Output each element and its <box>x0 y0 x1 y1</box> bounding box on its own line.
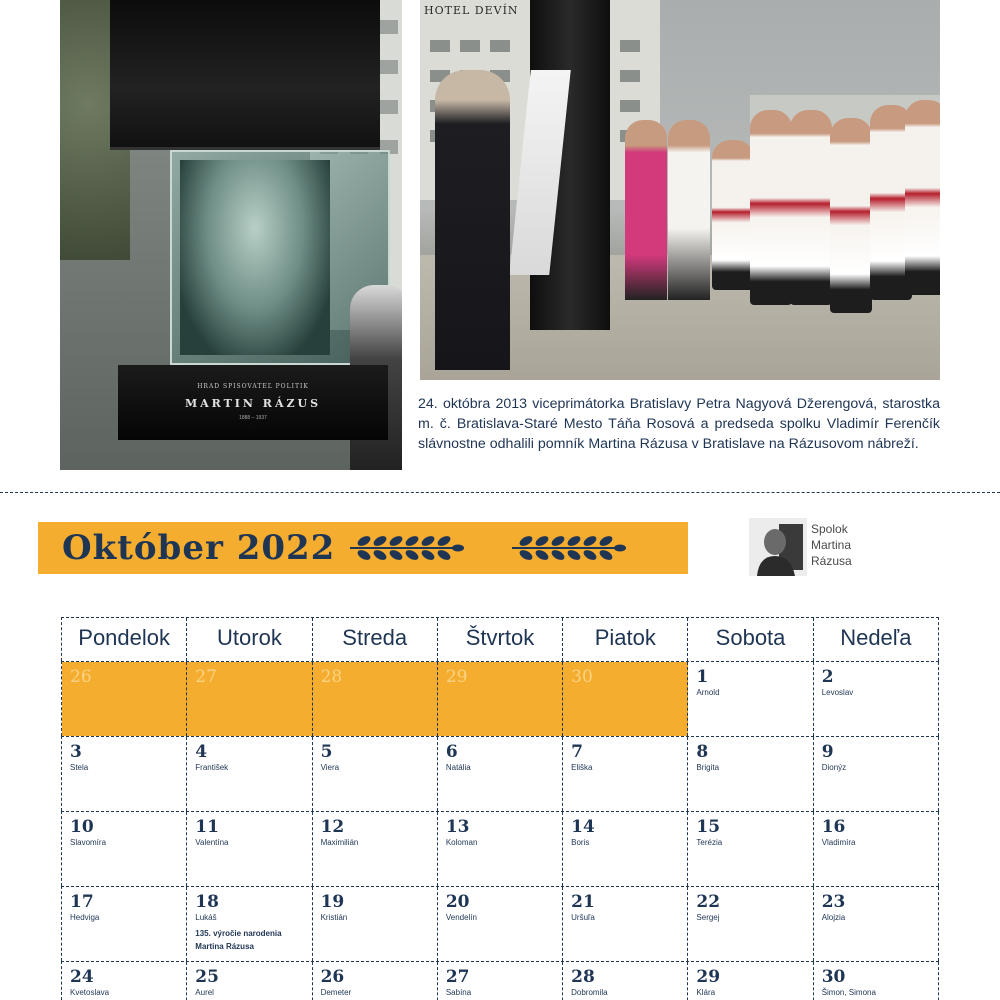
weekday-label: Sobota <box>688 618 813 661</box>
calendar-day <box>563 812 688 886</box>
calendar-week-row <box>61 661 939 736</box>
person <box>905 100 940 295</box>
day-number: 26 <box>320 967 345 987</box>
person <box>790 110 832 305</box>
weekday-label: Štvrtok <box>438 618 563 661</box>
calendar-grid <box>61 617 939 1000</box>
name-day: Stela <box>70 763 89 772</box>
calendar-day <box>62 812 187 886</box>
logo-line: Martina <box>811 538 852 552</box>
day-number: 12 <box>320 817 345 837</box>
calendar-body <box>61 661 939 1000</box>
day-number: 29 <box>445 667 468 687</box>
day-number: 27 <box>195 667 217 687</box>
weekday-label: Utorok <box>187 618 312 661</box>
name-day: Aurel <box>195 988 214 997</box>
name-day: Sergej <box>696 913 720 922</box>
name-day: Demeter <box>320 988 352 997</box>
calendar-week-row <box>61 961 939 1000</box>
name-day: Levoslav <box>821 688 854 697</box>
calendar-day-previous-month <box>438 662 563 736</box>
name-day: Sabína <box>445 988 472 997</box>
weekday-label: Streda <box>313 618 438 661</box>
day-number: 4 <box>195 742 208 762</box>
name-day: Alojzia <box>821 913 846 922</box>
day-number: 11 <box>195 817 219 837</box>
calendar-day <box>438 962 563 1000</box>
day-number: 18 <box>195 892 219 912</box>
name-day: Arnold <box>696 688 720 697</box>
wheat-ornament-icon <box>508 530 628 566</box>
day-number: 22 <box>696 892 721 912</box>
name-day: Koloman <box>445 838 478 847</box>
calendar-day-previous-month <box>563 662 688 736</box>
calendar-day <box>62 887 187 961</box>
calendar-day <box>688 962 813 1000</box>
society-logo <box>749 518 879 576</box>
logo-text <box>811 521 852 569</box>
person <box>435 70 510 370</box>
hotel-sign: HOTEL DEVÍN <box>424 4 519 17</box>
name-day: Vendelín <box>445 913 477 922</box>
name-day: Lukáš <box>195 913 217 922</box>
day-number: 15 <box>696 817 721 837</box>
day-number: 24 <box>70 967 94 987</box>
calendar-week-row <box>61 736 939 811</box>
person <box>668 120 710 300</box>
name-day: František <box>195 763 229 772</box>
calendar-day-previous-month <box>62 662 187 736</box>
day-number: 5 <box>320 742 333 762</box>
name-day: Valentína <box>195 838 229 847</box>
calendar-day <box>438 812 563 886</box>
calendar-day <box>814 662 939 736</box>
calendar-day <box>438 737 563 811</box>
calendar-day-previous-month <box>313 662 438 736</box>
calendar-day <box>814 962 939 1000</box>
calendar-day <box>814 812 939 886</box>
plaque-years: 1888 – 1937 <box>239 415 267 421</box>
calendar-day <box>187 812 312 886</box>
anniversary-note-line: 135. výročie narodenia <box>195 929 282 938</box>
name-day: Dionýz <box>821 763 847 772</box>
name-day: Slavomíra <box>70 838 107 847</box>
name-day: Maximilián <box>320 838 359 847</box>
day-number: 29 <box>696 967 721 987</box>
name-day: Kvetoslava <box>70 988 110 997</box>
anniversary-note <box>195 927 303 953</box>
calendar-day <box>313 962 438 1000</box>
day-number: 21 <box>571 892 595 912</box>
photo-monument-closeup <box>60 0 402 470</box>
calendar-day <box>313 812 438 886</box>
calendar-day <box>688 887 813 961</box>
logo-line: Spolok <box>811 522 848 536</box>
monument-stone <box>110 0 380 150</box>
calendar-day <box>563 887 688 961</box>
person <box>750 110 792 305</box>
calendar-week-row <box>61 886 939 961</box>
calendar-day <box>187 737 312 811</box>
name-day: Terézia <box>696 838 723 847</box>
name-day: Šimon, Simona <box>821 988 876 997</box>
day-number: 30 <box>821 967 846 987</box>
weekday-label: Nedeľa <box>840 625 912 650</box>
day-number: 9 <box>821 742 834 762</box>
day-number: 25 <box>195 967 219 987</box>
day-number: 6 <box>445 742 458 762</box>
day-number: 14 <box>571 817 595 837</box>
calendar-day <box>688 737 813 811</box>
day-number: 20 <box>445 892 470 912</box>
calendar-day-previous-month <box>187 662 312 736</box>
photo-unveiling-ceremony <box>420 0 940 380</box>
day-number: 16 <box>821 817 846 837</box>
calendar-week-row <box>61 811 939 886</box>
day-number: 28 <box>320 667 343 687</box>
plaque-name: MARTIN RÁZUS <box>184 397 322 410</box>
day-number: 30 <box>571 667 593 687</box>
name-day: Natália <box>445 763 471 772</box>
logo-line: Rázusa <box>811 554 852 568</box>
calendar-day <box>563 962 688 1000</box>
day-number: 19 <box>320 892 345 912</box>
day-number: 26 <box>70 667 92 687</box>
photo-caption: 24. októbra 2013 viceprimátorka Bratislavy Petra Nagyová Džerengová, starostka m. č. Bratislava-Staré Mesto Táňa Rosová a predseda spolku Vladimír Ferenčík slávnostne odhalili pomník Martina Rázusa v Bratislave na Rázusovom nábreží. <box>418 396 940 452</box>
calendar-day <box>187 887 312 961</box>
name-day: Viera <box>320 763 340 772</box>
calendar-day <box>688 812 813 886</box>
calendar-day <box>814 887 939 961</box>
day-number: 17 <box>70 892 94 912</box>
day-number: 23 <box>821 892 846 912</box>
name-day: Dobromila <box>571 988 608 997</box>
name-day: Brigita <box>696 763 720 772</box>
day-number: 10 <box>70 817 94 837</box>
wheat-ornament-icon <box>346 530 466 566</box>
name-day: Vladimíra <box>821 838 856 847</box>
day-number: 8 <box>696 742 709 762</box>
name-day: Kristián <box>320 913 348 922</box>
day-number: 1 <box>696 667 709 687</box>
calendar-day <box>187 962 312 1000</box>
day-number: 3 <box>70 742 82 762</box>
calendar-day <box>814 737 939 811</box>
weekday-label: Pondelok <box>62 618 187 661</box>
day-number: 2 <box>821 667 834 687</box>
calendar-day <box>313 887 438 961</box>
name-day: Eliška <box>571 763 593 772</box>
weekday-header <box>61 617 939 661</box>
day-number: 13 <box>445 817 470 837</box>
day-number: 7 <box>571 742 583 762</box>
weekday-label: Piatok <box>563 618 688 661</box>
person <box>712 140 754 290</box>
day-number: 28 <box>571 967 595 987</box>
calendar-day <box>563 737 688 811</box>
calendar-day <box>62 737 187 811</box>
name-day: Klára <box>696 988 716 997</box>
monument-plaque <box>118 365 388 440</box>
person <box>830 118 872 313</box>
name-day: Hedviga <box>70 913 100 922</box>
person <box>625 120 667 300</box>
portrait-engraving <box>180 160 330 355</box>
anniversary-note-line: Martina Rázusa <box>195 942 254 951</box>
calendar-day <box>688 662 813 736</box>
calendar-day <box>438 887 563 961</box>
calendar-day <box>62 962 187 1000</box>
plaque-title: HRAD SPISOVATEĽ POLITIK <box>197 383 309 390</box>
name-day: Boris <box>571 838 590 847</box>
month-banner <box>38 522 688 574</box>
month-title: Október 2022 <box>62 528 336 568</box>
divider <box>0 492 1000 493</box>
portrait-logo-icon <box>749 518 807 576</box>
calendar-day <box>313 737 438 811</box>
name-day: Uršuľa <box>571 913 595 922</box>
day-number: 27 <box>445 967 470 987</box>
